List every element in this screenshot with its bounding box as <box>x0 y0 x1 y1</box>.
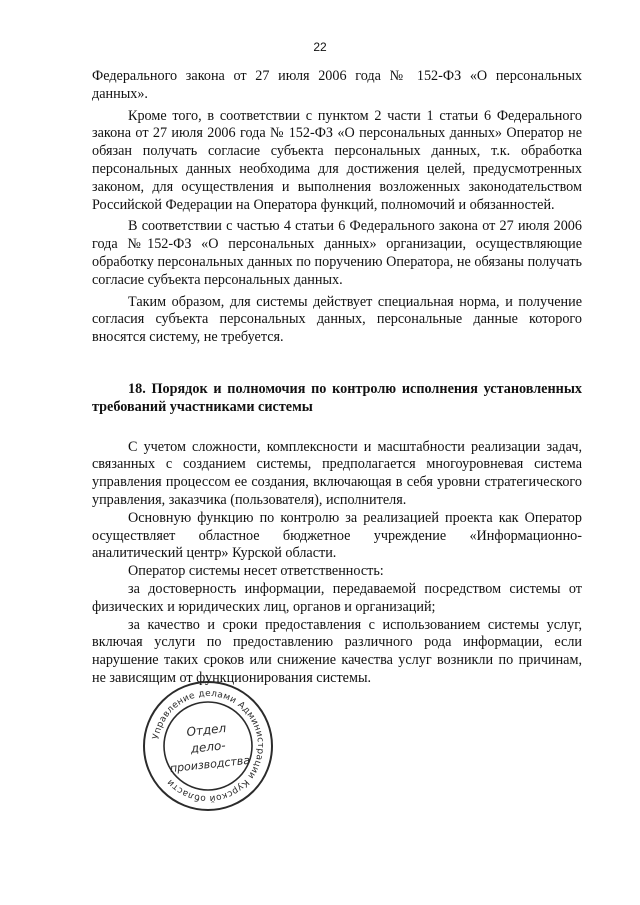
paragraph: Оператор системы несет ответственность: <box>128 563 384 580</box>
paragraph: Таким образом, для системы действует специальная норма, и получение согласия субъекта персональных данных, персональные данные которого вносятся систему, не требуется. <box>92 293 582 346</box>
section-heading: 18. Порядок и полномочия по контролю исполнения установленных требований участниками системы <box>92 380 582 415</box>
office-stamp <box>140 678 276 814</box>
stamp-line-1: Отдел <box>185 721 227 740</box>
paragraph: Кроме того, в соответствии с пунктом 2 части 1 статьи 6 Федерального закона от 27 июля 2006 года № 152-ФЗ «О персональных данных» Оператор не обязан получать согласие субъекта персональных данных, т.к. обработка персональных данных необходима для достижения целей, предусмотренных законом, для осуществления и выполнения возложенных законодательством Российской Федерации на Оператора функций, полномочий и обязанностей. <box>92 107 582 213</box>
paragraph: Федерального закона от 27 июля 2006 года № 152-ФЗ «О персональных данных». <box>92 68 582 102</box>
stamp-ring-text: Управление делами Администрации Курской области <box>151 688 266 804</box>
stamp-line-3: производства <box>169 753 251 776</box>
page-number: 22 <box>313 40 327 54</box>
paragraph: В соответствии с частью 4 статьи 6 Федерального закона от 27 июля 2006 года №152-ФЗ «О персональных данных» организации, осуществляющие обработку персональных данных по поручению Оператора, не обязаны получать согласие субъекта персональных данных. <box>92 218 582 288</box>
paragraph: Основную функцию по контролю за реализацией проекта как Оператор осуществляет областное бюджетное учреждение «Информационно-аналитический центр» Курской области. <box>92 509 582 562</box>
stamp-line-2: дело- <box>189 738 227 756</box>
document-body <box>92 68 582 688</box>
paragraph: за качество и сроки предоставления с использованием системы услуг, включая услуги по предоставлению различного рода информации, если нарушение таких сроков или снижение качества услуг возникли по причинам, не зависящим от функционирования системы. <box>92 616 582 686</box>
paragraph: С учетом сложности, комплексности и масштабности реализации задач, связанных с созданием системы, предполагается многоуровневая система управления процессом ее создания, включающая в себя уровни стратегического управления, заказчика (пользователя), исполнителя. <box>92 438 582 508</box>
paragraph: за достоверность информации, передаваемой посредством системы от физических и юридических лиц, органов и организаций; <box>92 580 582 615</box>
